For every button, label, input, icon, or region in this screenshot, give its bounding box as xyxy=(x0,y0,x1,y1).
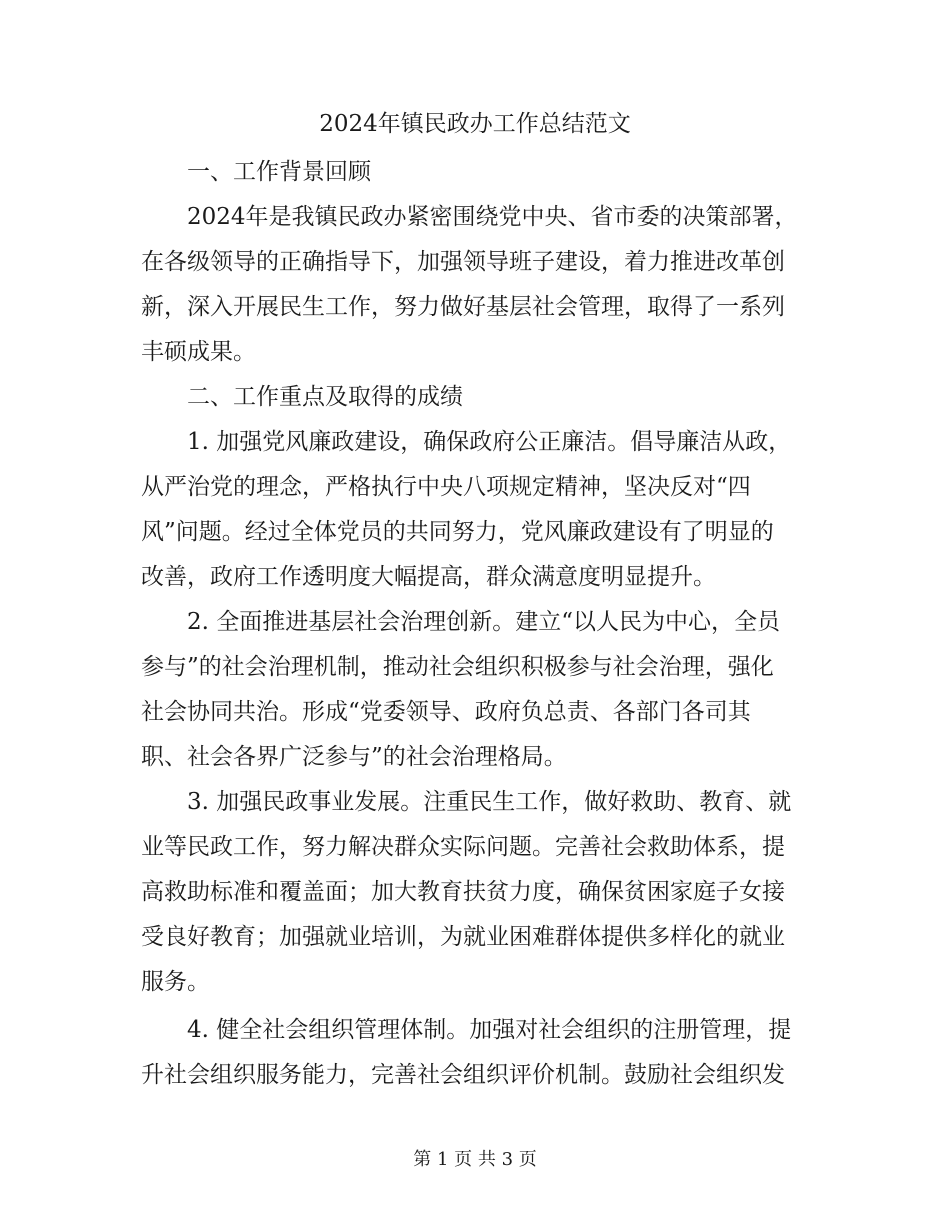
paragraph-line: 新，深入开展民生工作，努力做好基层社会管理，取得了一系列 xyxy=(141,294,785,320)
paragraph-line: 2024年是我镇民政办紧密围绕党中央、省市委的决策部署， xyxy=(187,204,798,230)
paragraph-line: 社会协同共治。形成“党委领导、政府负总责、各部门各司其 xyxy=(141,699,751,725)
paragraph-line: 4. 健全社会组织管理体制。加强对社会组织的注册管理，提 xyxy=(187,1017,792,1043)
paragraph-line: 3. 加强民政事业发展。注重民生工作，做好救助、教育、就 xyxy=(187,789,792,815)
paragraph-line: 风”问题。经过全体党员的共同努力，党风廉政建设有了明显的 xyxy=(141,519,774,545)
paragraph-line: 从严治党的理念，严格执行中央八项规定精神，坚决反对“四 xyxy=(141,474,751,500)
paragraph-line: 在各级领导的正确指导下，加强领导班子建设，着力推进改革创 xyxy=(141,249,785,275)
paragraph-line: 2. 全面推进基层社会治理创新。建立“以人民为中心，全员 xyxy=(187,609,781,635)
section-heading-achievements: 二、工作重点及取得的成绩 xyxy=(187,384,463,410)
paragraph-line: 丰硕成果。 xyxy=(141,339,256,365)
page-indicator: 第 1 页 共 3 页 xyxy=(413,1149,537,1170)
paragraph-line: 参与”的社会治理机制，推动社会组织积极参与社会治理，强化 xyxy=(141,654,774,680)
paragraph-line: 升社会组织服务能力，完善社会组织评价机制。鼓励社会组织发 xyxy=(141,1062,785,1088)
paragraph-line: 职、社会各界广泛参与”的社会治理格局。 xyxy=(141,744,567,770)
paragraph-line: 1. 加强党风廉政建设，确保政府公正廉洁。倡导廉洁从政， xyxy=(187,429,792,455)
paragraph-line: 受良好教育；加强就业培训，为就业困难群体提供多样化的就业 xyxy=(141,924,785,950)
paragraph-line: 服务。 xyxy=(141,969,210,995)
section-heading-background: 一、工作背景回顾 xyxy=(187,159,371,185)
document-title: 2024年镇民政办工作总结范文 xyxy=(319,111,631,137)
paragraph-line: 业等民政工作，努力解决群众实际问题。完善社会救助体系，提 xyxy=(141,834,785,860)
paragraph-line: 高救助标准和覆盖面；加大教育扶贫力度，确保贫困家庭子女接 xyxy=(141,879,785,905)
paragraph-line: 改善，政府工作透明度大幅提高，群众满意度明显提升。 xyxy=(141,564,716,590)
